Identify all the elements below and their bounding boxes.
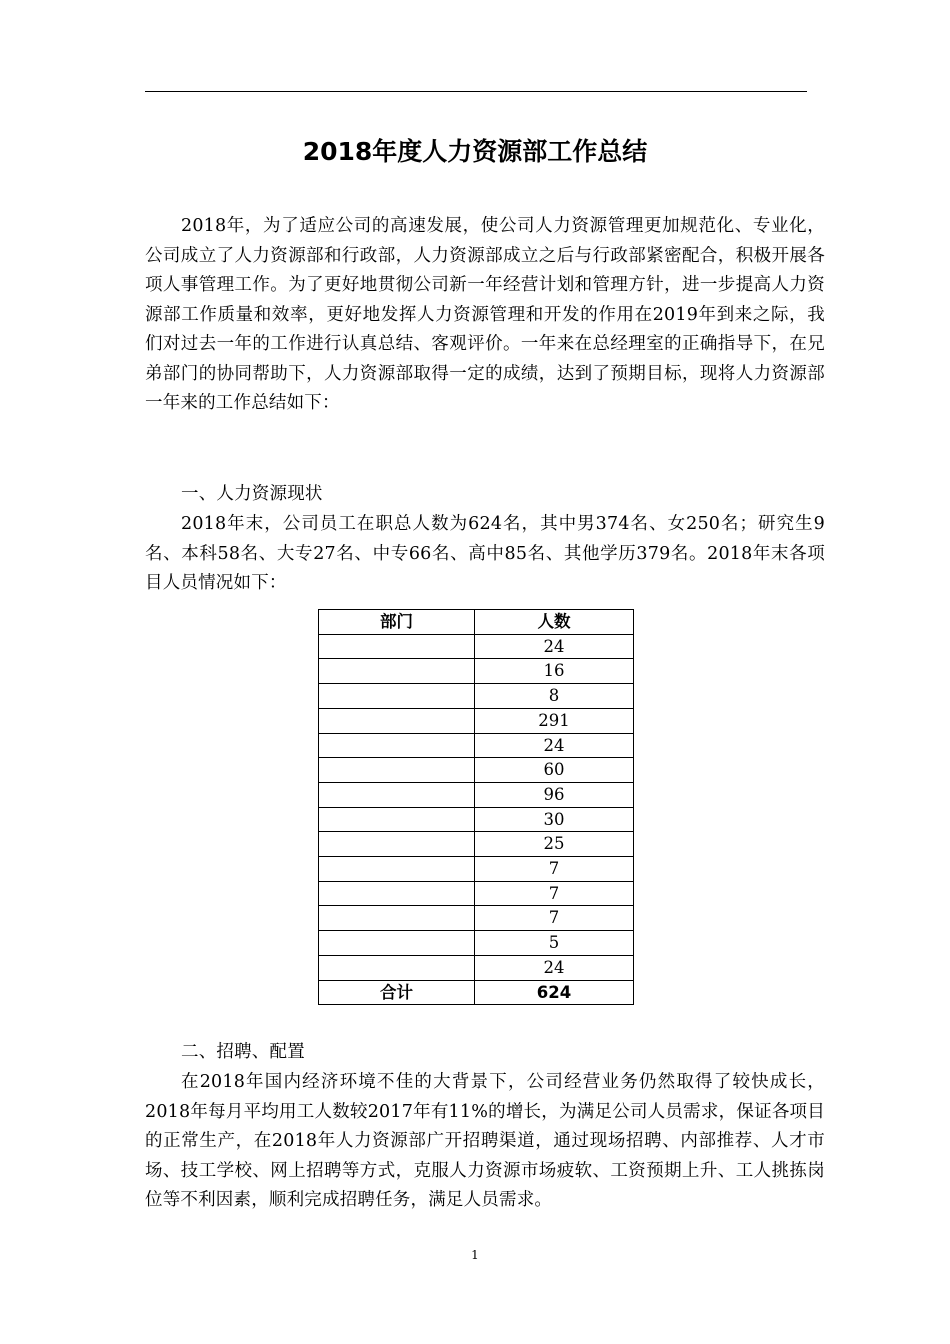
table-row xyxy=(319,782,634,807)
table-row xyxy=(319,807,634,832)
headcount-cell: 7 xyxy=(475,857,634,882)
header-rule xyxy=(145,91,807,92)
department-cell xyxy=(319,807,475,832)
headcount-cell: 24 xyxy=(475,733,634,758)
headcount-cell: 30 xyxy=(475,807,634,832)
headcount-cell: 24 xyxy=(475,634,634,659)
staff-by-department-table xyxy=(318,609,634,1005)
table-row xyxy=(319,881,634,906)
headcount-cell: 5 xyxy=(475,931,634,956)
table-row xyxy=(319,857,634,882)
headcount-cell: 60 xyxy=(475,758,634,783)
headcount-cell: 96 xyxy=(475,782,634,807)
department-cell xyxy=(319,684,475,709)
headcount-cell: 7 xyxy=(475,906,634,931)
department-cell xyxy=(319,906,475,931)
total-value-cell: 624 xyxy=(475,980,634,1005)
department-cell xyxy=(319,782,475,807)
headcount-column-header: 人数 xyxy=(475,610,634,635)
department-cell xyxy=(319,931,475,956)
table-row xyxy=(319,684,634,709)
department-cell xyxy=(319,708,475,733)
table-row xyxy=(319,955,634,980)
intro-paragraph: 2018年，为了适应公司的高速发展，使公司人力资源管理更加规范化、专业化，公司成立了人力资源部和行政部，人力资源部成立之后与行政部紧密配合，积极开展各项人事管理工作。为了更好地贯彻公司新一年经营计划和管理方针，进一步提高人力资源部工作质量和效率，更好地发挥人力资源管理和开发的作用在2019年到来之际，我们对过去一年的工作进行认真总结、客观评价。一年来在总经理室的正确指导下，在兄弟部门的协同帮助下，人力资源部取得一定的成绩，达到了预期目标，现将人力资源部一年来的工作总结如下： xyxy=(145,216,825,413)
table-row xyxy=(319,733,634,758)
department-cell xyxy=(319,955,475,980)
headcount-cell: 8 xyxy=(475,684,634,709)
staffing-status-paragraph: 2018年末，公司员工在职总人数为624名，其中男374名、女250名；研究生9名、本科58名、大专27名、中专66名、高中85名、其他学历379名。2018年末各项目人员情况如下： xyxy=(145,514,825,593)
table-header-row xyxy=(319,610,634,635)
department-cell xyxy=(319,832,475,857)
headcount-cell: 7 xyxy=(475,881,634,906)
table-row xyxy=(319,906,634,931)
section-2-heading: 二、招聘、配置 xyxy=(181,1042,305,1062)
page-title: 2018年度人力资源部工作总结 xyxy=(302,137,648,166)
table-row xyxy=(319,758,634,783)
headcount-cell: 24 xyxy=(475,955,634,980)
recruitment-paragraph: 在2018年国内经济环境不佳的大背景下，公司经营业务仍然取得了较快成长，2018年每月平均用工人数较2017年有11%的增长，为满足公司人员需求，保证各项目的正常生产，在2018年人力资源部广开招聘渠道，通过现场招聘、内部推荐、人才市场、技工学校、网上招聘等方式，克服人力资源市场疲软、工资预期上升、工人挑拣岗位等不利因素，顺利完成招聘任务，满足人员需求。 xyxy=(145,1072,825,1210)
table-row xyxy=(319,708,634,733)
table-total-row xyxy=(319,980,634,1005)
department-cell xyxy=(319,634,475,659)
page-number: 1 xyxy=(471,1248,479,1262)
department-cell xyxy=(319,857,475,882)
table-row xyxy=(319,634,634,659)
department-cell xyxy=(319,881,475,906)
table-row xyxy=(319,832,634,857)
department-cell xyxy=(319,659,475,684)
section-1-heading: 一、人力资源现状 xyxy=(181,484,323,504)
headcount-cell: 291 xyxy=(475,708,634,733)
department-cell xyxy=(319,758,475,783)
department-column-header: 部门 xyxy=(319,610,475,635)
total-label-cell: 合计 xyxy=(319,980,475,1005)
table-row xyxy=(319,931,634,956)
headcount-cell: 16 xyxy=(475,659,634,684)
headcount-cell: 25 xyxy=(475,832,634,857)
table-row xyxy=(319,659,634,684)
department-cell xyxy=(319,733,475,758)
